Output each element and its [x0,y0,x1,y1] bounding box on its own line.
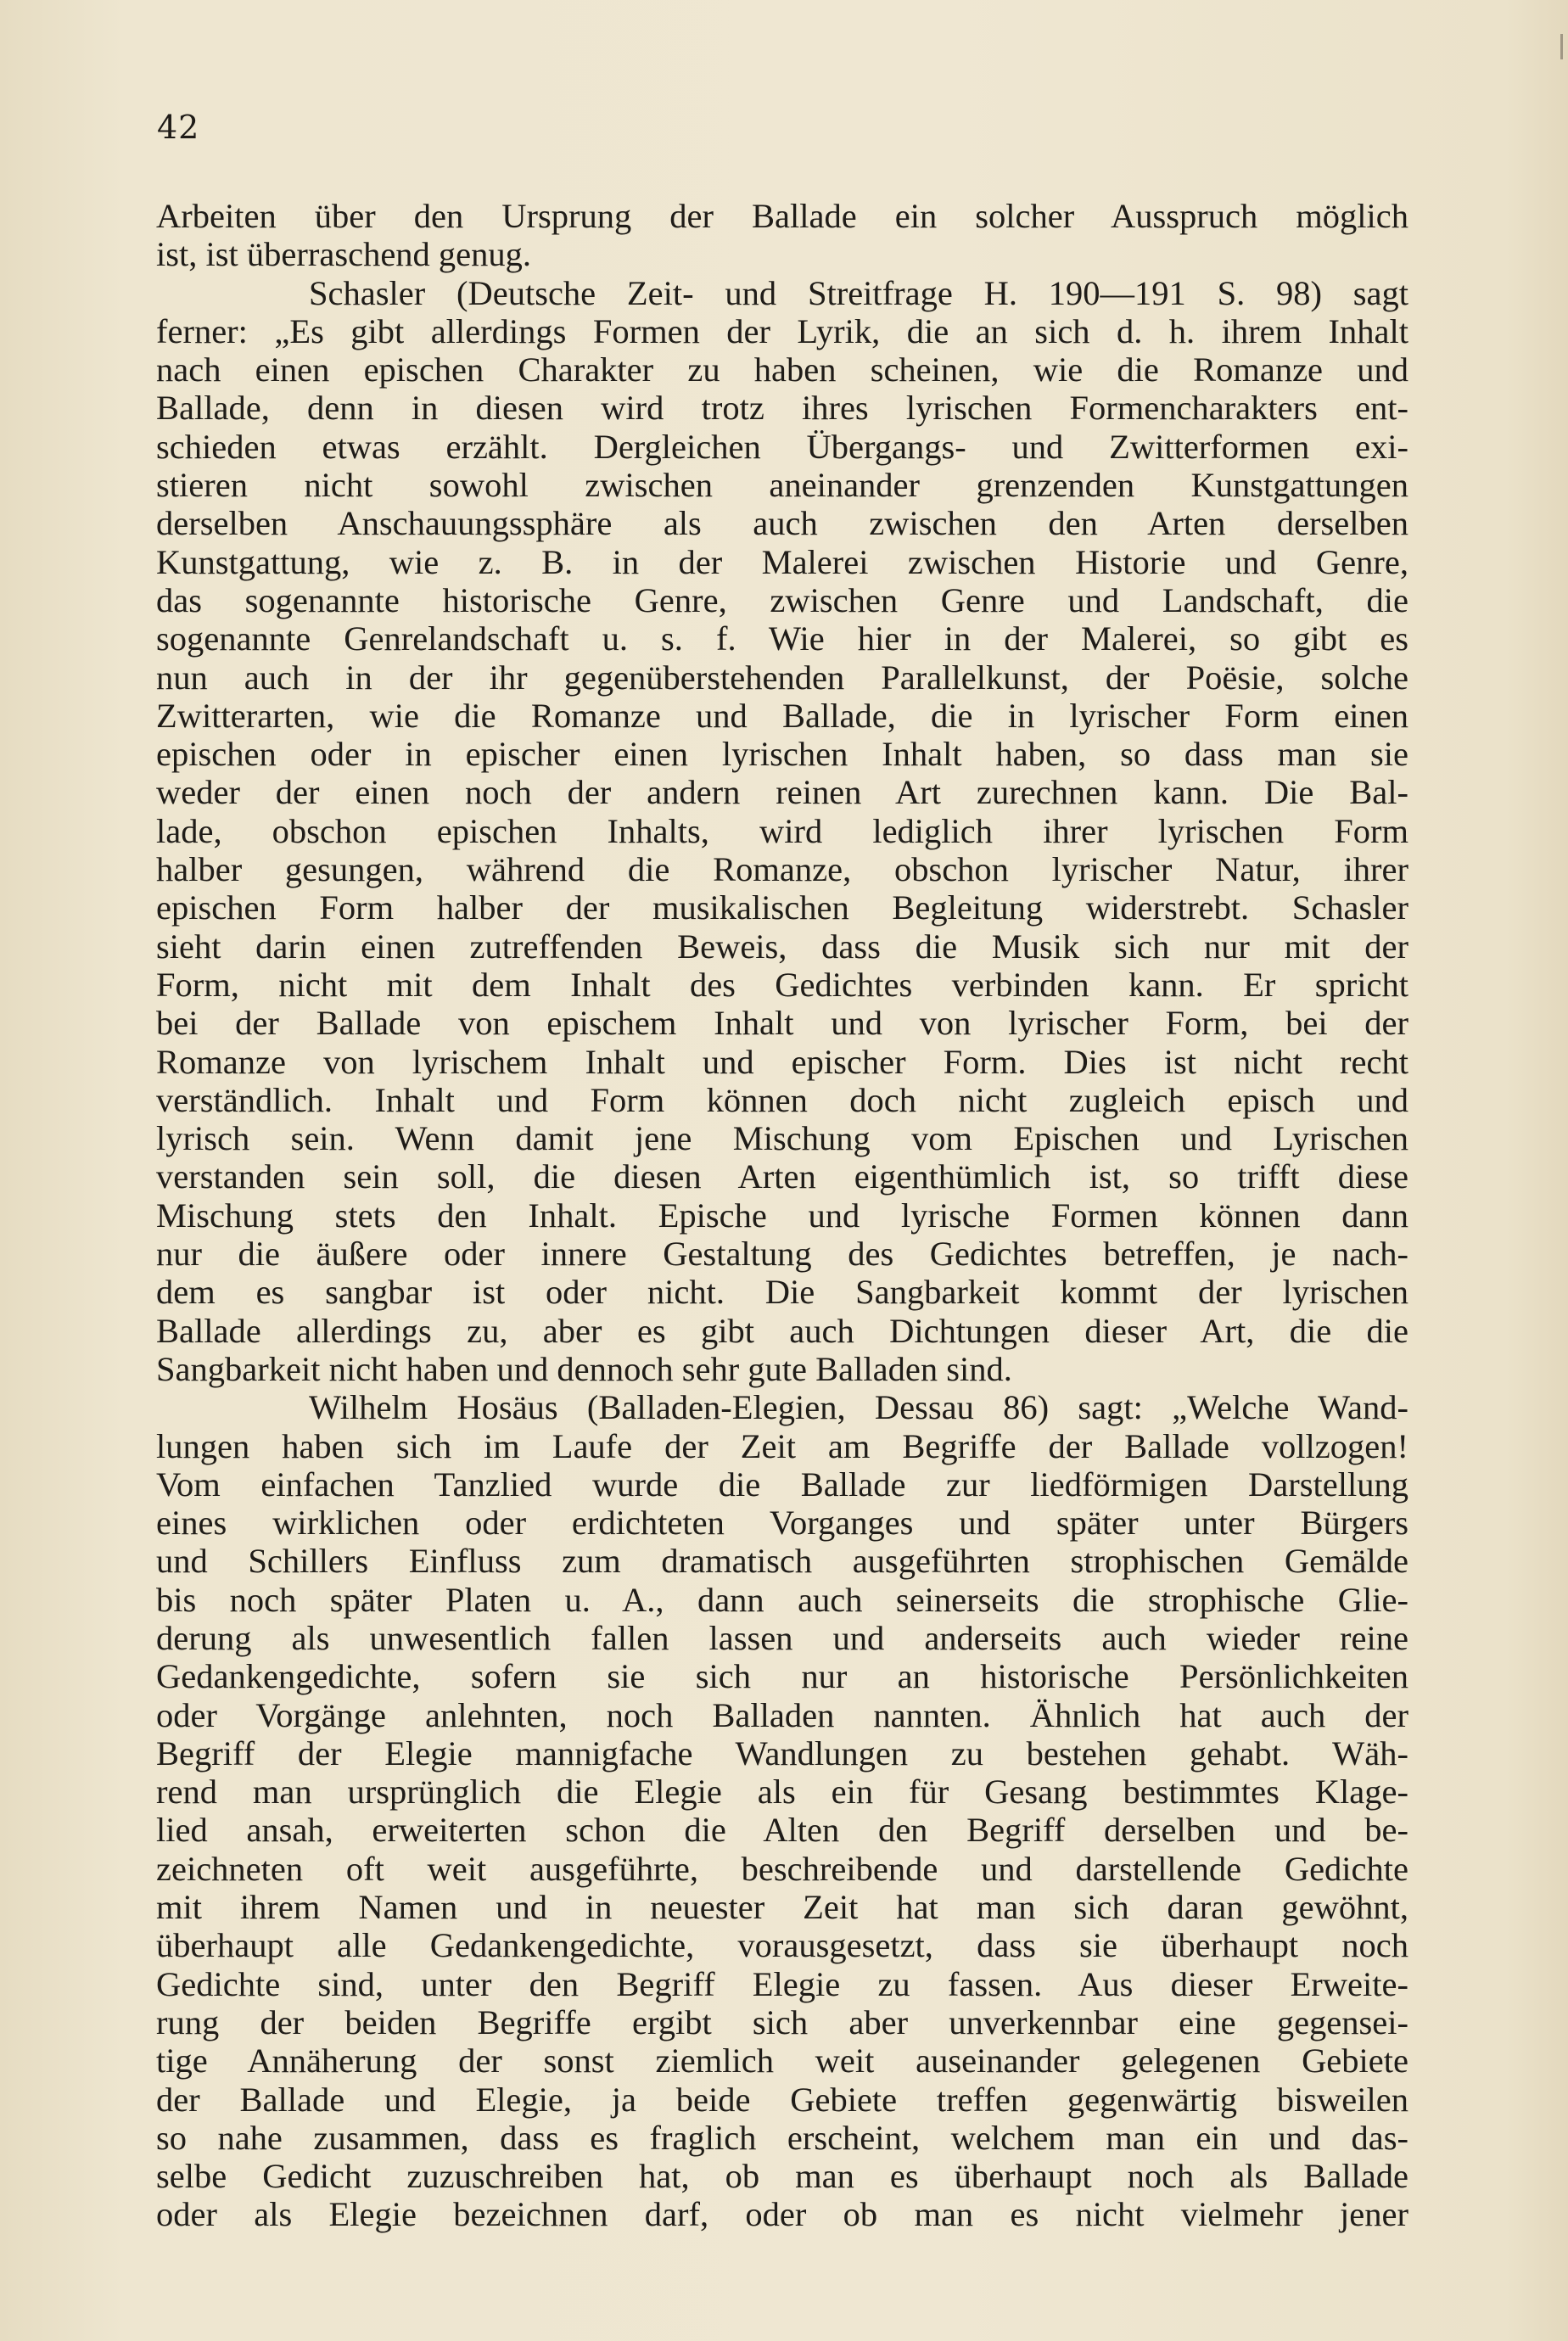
text-line: eines wirklichen oder erdichteten Vorganges und später unter Bürgers [156,1504,1408,1543]
text-line: bei der Ballade von epischem Inhalt und von lyrischer Form, bei der [156,1004,1408,1043]
text-line: lied ansah, erweiterten schon die Alten den Begriff derselben und be- [156,1811,1408,1850]
text-line: mit ihrem Namen und in neuester Zeit hat man sich daran gewöhnt, [156,1888,1408,1927]
text-line: Sangbarkeit nicht haben und dennoch sehr gute Balladen sind. [156,1349,1012,1388]
text-line: lade, obschon epischen Inhalts, wird lediglich ihrer lyrischen Form [156,811,1408,850]
text-line: halber gesungen, während die Romanze, obschon lyrischer Natur, ihrer [156,850,1408,889]
text-line: bis noch später Platen u. A., dann auch seinerseits die strophische Glie- [156,1580,1408,1619]
text-line: epischen Form halber der musikalischen Begleitung widerstrebt. Schasler [156,888,1408,927]
text-line: Arbeiten über den Ursprung der Ballade ein solcher Ausspruch möglich [156,197,1408,235]
text-line: lungen haben sich im Laufe der Zeit am Begriffe der Ballade vollzogen! [156,1426,1408,1465]
text-line: Zwitterarten, wie die Romanze und Ballade, die in lyrischer Form einen [156,696,1408,735]
text-line: nur die äußere oder innere Gestaltung des Gedichtes betreffen, je nach- [156,1235,1408,1274]
text-line: verständlich. Inhalt und Form können doch nicht zugleich episch und [156,1080,1408,1119]
text-line: tige Annäherung der sonst ziemlich weit auseinander gelegenen Gebiete [156,2041,1408,2081]
text-line: das sogenannte historische Genre, zwischen Genre und Landschaft, die [156,580,1408,619]
text-line: Ballade allerdings zu, aber es gibt auch Dichtungen dieser Art, die die [156,1311,1408,1350]
text-line: Mischung stets den Inhalt. Epische und lyrische Formen können dann [156,1196,1408,1235]
text-line: lyrisch sein. Wenn damit jene Mischung vom Epischen und Lyrischen [156,1119,1408,1158]
text-line: epischen oder in epischer einen lyrischen Inhalt haben, so dass man sie [156,735,1408,774]
text-line: verstanden sein soll, die diesen Arten eigenthümlich ist, so trifft diese [156,1157,1408,1196]
text-line: Gedankengedichte, sofern sie sich nur an historische Persönlichkeiten [156,1657,1408,1696]
text-line: selbe Gedicht zuzuschreiben hat, ob man es überhaupt noch als Ballade [156,2157,1408,2196]
text-line: derung als unwesentlich fallen lassen und anderseits auch wieder reine [156,1618,1408,1657]
page-number: 42 [157,109,200,146]
text-line: Romanze von lyrischem Inhalt und epischer Form. Dies ist nicht recht [156,1042,1408,1081]
text-line: nun auch in der ihr gegenüberstehenden Parallelkunst, der Poësie, solche [156,658,1408,697]
text-line: sogenannte Genrelandschaft u. s. f. Wie hier in der Malerei, so gibt es [156,619,1408,658]
text-line: Ballade, denn in diesen wird trotz ihres lyrischen Formencharakters ent- [156,389,1408,428]
text-line: überhaupt alle Gedankengedichte, vorausgesetzt, dass sie überhaupt noch [156,1926,1408,1965]
text-line: Gedichte sind, unter den Begriff Elegie zu fassen. Aus dieser Erweite- [156,1964,1408,2003]
text-line: Schasler (Deutsche Zeit- und Streitfrage H. 190—191 S. 98) sagt [309,273,1408,312]
text-line: Vom einfachen Tanzlied wurde die Ballade zur liedförmigen Darstellung [156,1465,1408,1504]
text-line: zeichneten oft weit ausgeführte, beschreibende und darstellende Gedichte [156,1849,1408,1888]
text-line: und Schillers Einfluss zum dramatisch ausgeführten strophischen Gemälde [156,1542,1408,1581]
text-line: rung der beiden Begriffe ergibt sich aber unverkennbar eine gegensei- [156,2002,1408,2041]
text-line: ist, ist überraschend genug. [156,235,532,274]
body-text [156,197,1408,2234]
text-line: sieht darin einen zutreffenden Beweis, dass die Musik sich nur mit der [156,927,1408,966]
text-line: nach einen epischen Charakter zu haben scheinen, wie die Romanze und [156,350,1408,389]
text-line: ferner: „Es gibt allerdings Formen der Lyrik, die an sich d. h. ihrem Inhalt [156,311,1408,350]
text-line: Kunstgattung, wie z. B. in der Malerei zwischen Historie und Genre, [156,542,1408,581]
page-edge-mark [1560,34,1563,59]
text-line: Wilhelm Hosäus (Balladen-Elegien, Dessau 86) sagt: „Welche Wand- [309,1388,1408,1427]
text-line: Begriff der Elegie mannigfache Wandlungen zu bestehen gehabt. Wäh- [156,1733,1408,1773]
text-line: stieren nicht sowohl zwischen aneinander grenzenden Kunstgattungen [156,466,1408,505]
text-line: Form, nicht mit dem Inhalt des Gedichtes verbinden kann. Er spricht [156,965,1408,1004]
text-line: dem es sangbar ist oder nicht. Die Sangbarkeit kommt der lyrischen [156,1273,1408,1312]
text-line: so nahe zusammen, dass es fraglich erscheint, welchem man ein und das- [156,2118,1408,2157]
text-line: oder Vorgänge anlehnten, noch Balladen nannten. Ähnlich hat auch der [156,1695,1408,1734]
text-line: derselben Anschauungssphäre als auch zwischen den Arten derselben [156,504,1408,543]
text-line: oder als Elegie bezeichnen darf, oder ob man es nicht vielmehr jener [156,2195,1408,2234]
text-line: schieden etwas erzählt. Dergleichen Übergangs- und Zwitterformen exi- [156,427,1408,466]
text-line: der Ballade und Elegie, ja beide Gebiete treffen gegenwärtig bisweilen [156,2080,1408,2119]
text-line: rend man ursprünglich die Elegie als ein für Gesang bestimmtes Klage- [156,1773,1408,1812]
text-line: weder der einen noch der andern reinen Art zurechnen kann. Die Bal- [156,773,1408,812]
